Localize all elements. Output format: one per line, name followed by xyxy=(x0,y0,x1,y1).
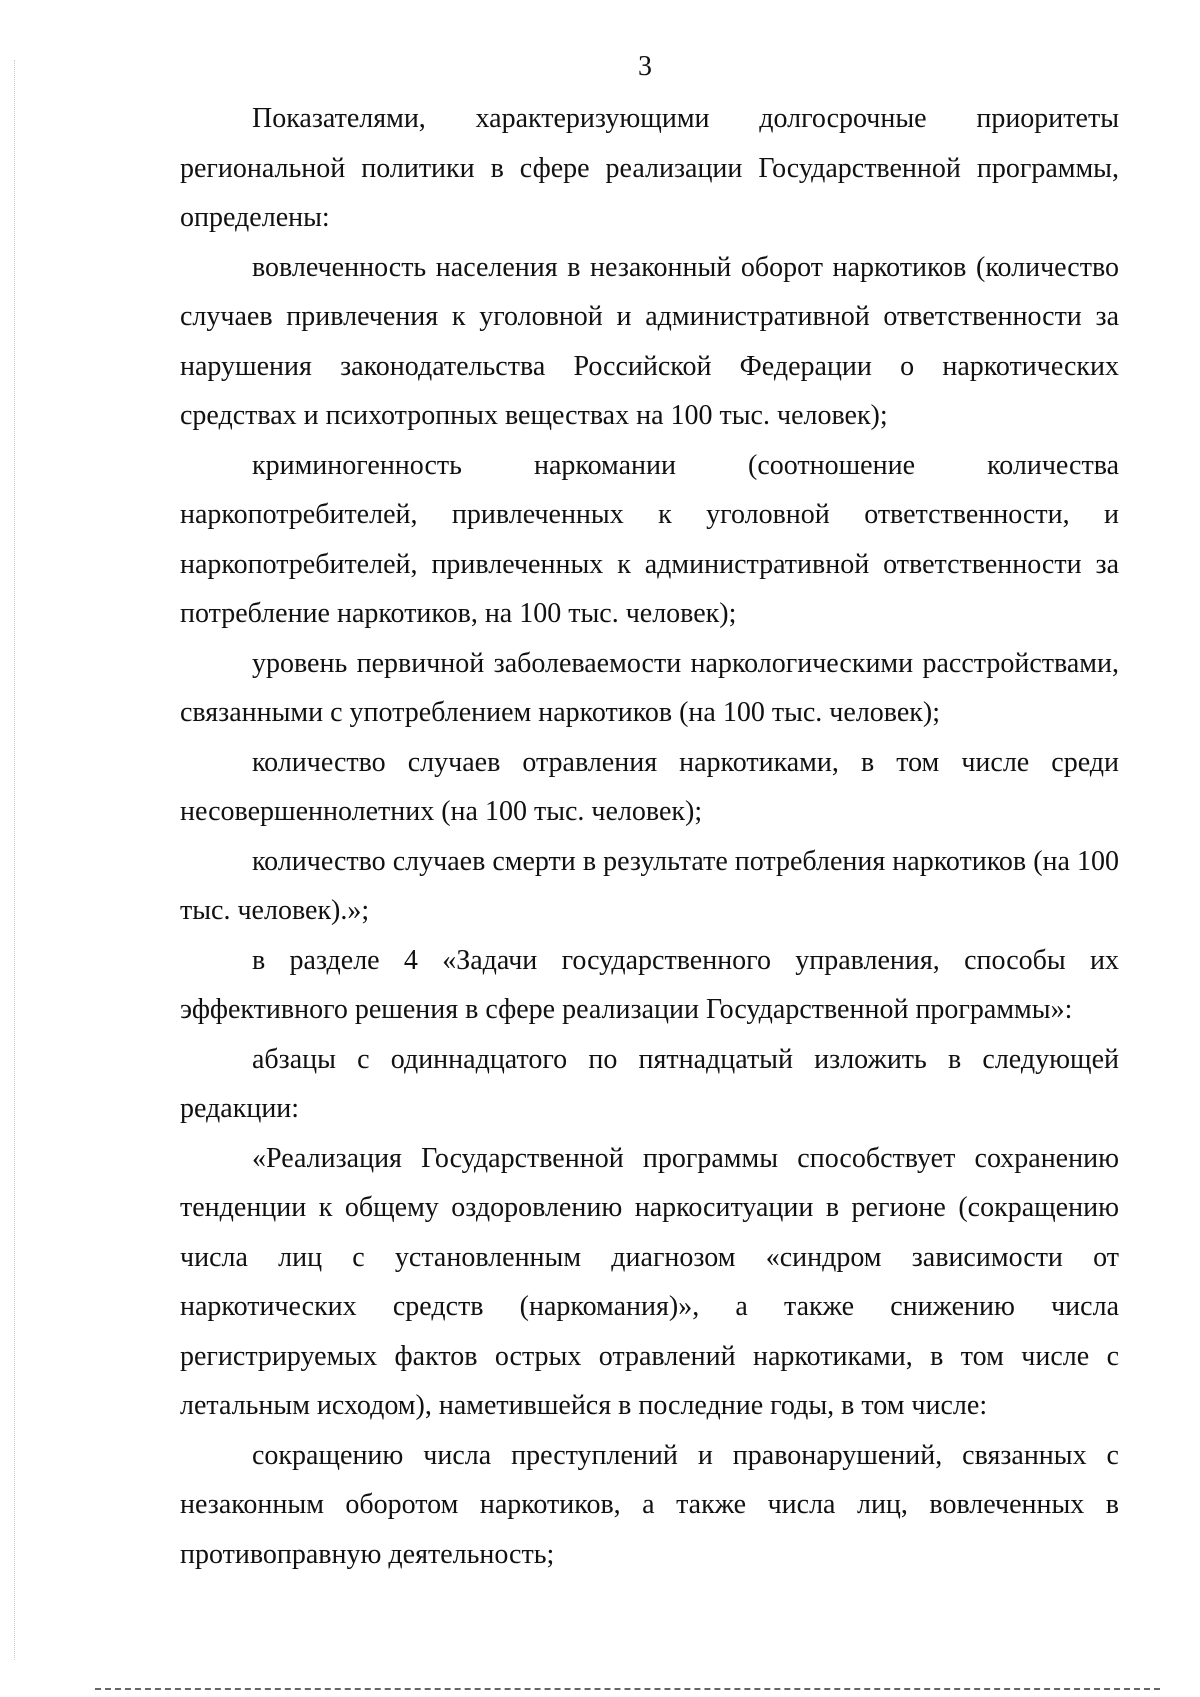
paragraph-section-4: в разделе 4 «Задачи государственного управления, способы их эффективного решения в сфере реализации Государственной программы»: xyxy=(180,944,1119,1025)
paragraph-amendment: абзацы с одиннадцатого по пятнадцатый изложить в следующей редакции: xyxy=(180,1043,1119,1124)
scan-edge-line xyxy=(14,60,15,1660)
paragraph-deaths: количество случаев смерти в результате потребления наркотиков (на 100 тыс. человек).»; xyxy=(180,845,1119,926)
document-body xyxy=(180,94,1119,1579)
paragraph-morbidity: уровень первичной заболеваемости наркологическими расстройствами, связанными с употреблением наркотиков (на 100 тыс. человек); xyxy=(180,647,1119,728)
paragraph-involvement: вовлеченность населения в незаконный оборот наркотиков (количество случаев привлечения к уголовной и административной ответственности за нарушения законодательства Российской Федерации о наркотических средствах и психотропных веществах на 100 тыс. человек); xyxy=(180,251,1119,431)
paragraph-indicators-intro: Показателями, характеризующими долгосрочные приоритеты региональной политики в сфере реализации Государственной программы, определены: xyxy=(180,103,1119,233)
page-number: 3 xyxy=(638,51,652,82)
bottom-rule xyxy=(95,1688,1160,1690)
paragraph-poisoning: количество случаев отравления наркотиками, в том числе среди несовершеннолетних (на 100 тыс. человек); xyxy=(180,746,1119,827)
paragraph-crime-reduction: сокращению числа преступлений и правонарушений, связанных с незаконным оборотом наркотиков, а также числа лиц, вовлеченных в противоправную деятельность; xyxy=(180,1439,1119,1570)
paragraph-criminogenicity: криминогенность наркомании (соотношение количества наркопотребителей, привлеченных к уголовной ответственности, и наркопотребителей, привлеченных к административной ответственности за потребление наркотиков, на 100 тыс. человек); xyxy=(180,449,1119,629)
paragraph-program-implementation: «Реализация Государственной программы способствует сохранению тенденции к общему оздоровлению наркоситуации в регионе (сокращению числа лиц с установленным диагнозом «синдром зависимости от наркотических средств (наркомания)», а также снижению числа регистрируемых фактов острых отравлений наркотиками, в том числе с летальным исходом), наметившейся в последние годы, в том числе: xyxy=(180,1142,1119,1421)
